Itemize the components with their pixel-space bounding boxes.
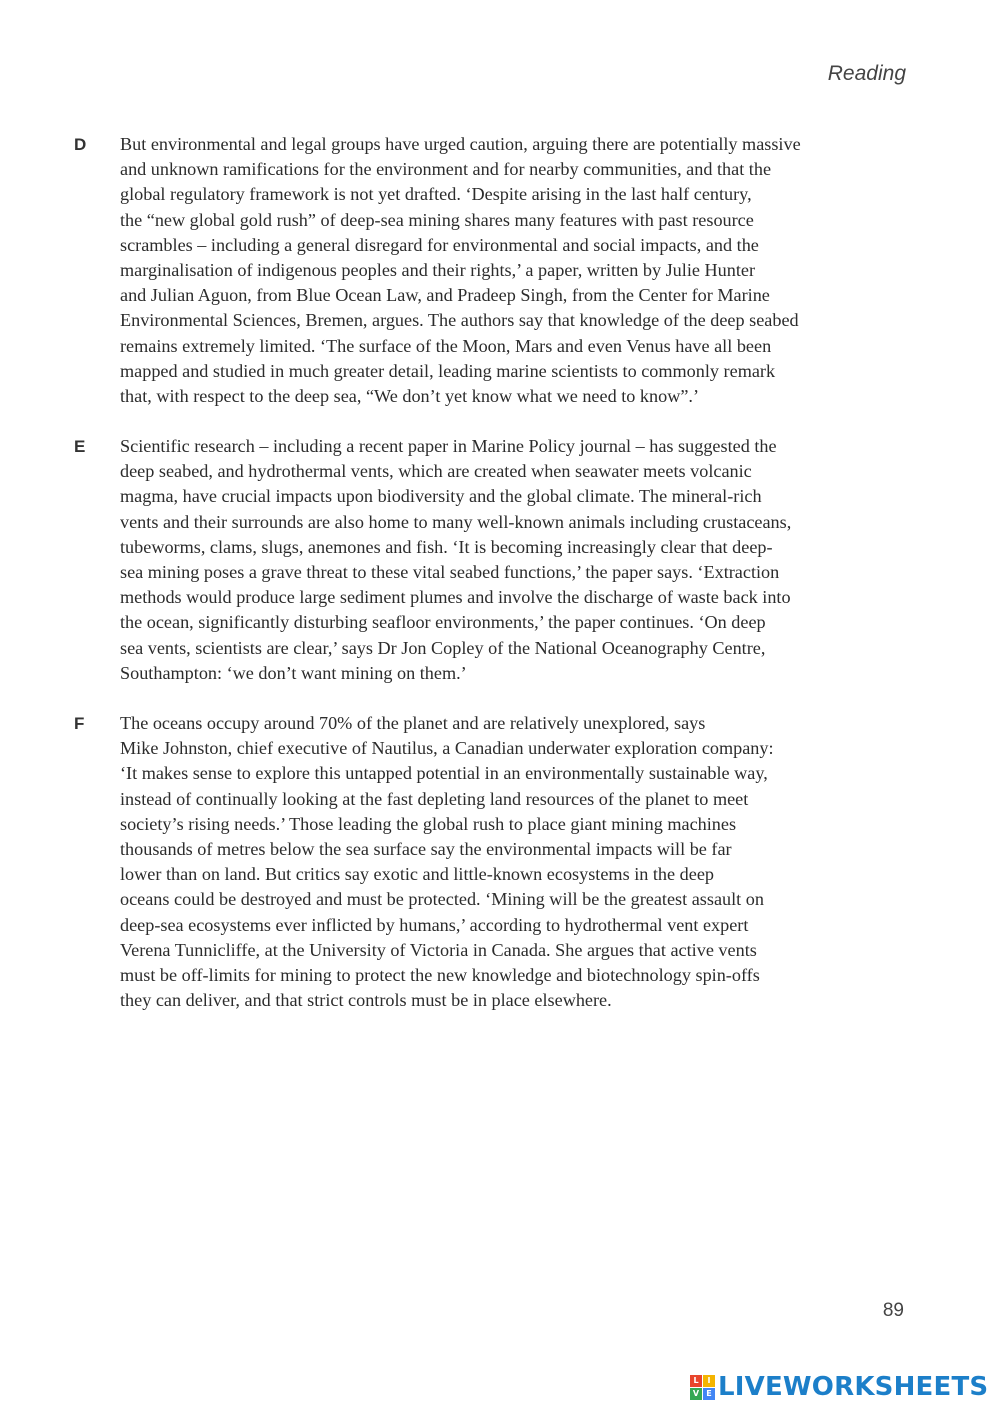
text-line: the “new global gold rush” of deep-sea mining shares many features with past resource	[120, 209, 754, 230]
text-line: magma, have crucial impacts upon biodiversity and the global climate. The mineral-rich	[120, 486, 762, 507]
running-header: Reading	[827, 62, 906, 85]
text-line: the ocean, significantly disturbing seafloor environments,’ the paper continues. ‘On deep	[120, 612, 766, 633]
text-line: must be off-limits for mining to protect the new knowledge and biotechnology spin-offs	[120, 965, 760, 986]
section-paragraph	[120, 434, 920, 686]
text-line: instead of continually looking at the fast depleting land resources of the planet to meet	[120, 788, 749, 809]
text-line: remains extremely limited. ‘The surface of the Moon, Mars and even Venus have all been	[120, 335, 772, 356]
section-paragraph	[120, 711, 920, 1013]
logo-tile: I	[703, 1375, 715, 1387]
text-line: lower than on land. But critics say exotic and little-known ecosystems in the deep	[120, 864, 714, 885]
text-line: deep seabed, and hydrothermal vents, which are created when seawater meets volcanic	[120, 461, 752, 482]
page-number: 89	[882, 1300, 904, 1321]
text-line: Verena Tunnicliffe, at the University of Victoria in Canada. She argues that active vents	[120, 939, 757, 960]
text-line: methods would produce large sediment plumes and involve the discharge of waste back into	[120, 587, 791, 608]
text-line: mapped and studied in much greater detail, leading marine scientists to commonly remark	[120, 360, 776, 381]
text-line: thousands of metres below the sea surface say the environmental impacts will be far	[120, 839, 732, 860]
text-line: tubeworms, clams, slugs, anemones and fish. ‘It is becoming increasingly clear that deep-	[120, 536, 773, 557]
logo-tile: E	[703, 1388, 715, 1400]
text-line: they can deliver, and that strict controls must be in place elsewhere.	[120, 990, 612, 1011]
section-paragraph	[120, 132, 920, 409]
text-line: Mike Johnston, chief executive of Nautilus, a Canadian underwater exploration company:	[120, 738, 774, 759]
text-line: oceans could be destroyed and must be protected. ‘Mining will be the greatest assault on	[120, 889, 764, 910]
text-line: deep-sea ecosystems ever inflicted by humans,’ according to hydrothermal vent expert	[120, 914, 749, 935]
section-letter: F	[74, 714, 85, 733]
text-line: Environmental Sciences, Bremen, argues. The authors say that knowledge of the deep seabed	[120, 310, 799, 331]
text-line: ‘It makes sense to explore this untapped potential in an environmentally sustainable way,	[120, 763, 768, 784]
text-line: The oceans occupy around 70% of the planet and are relatively unexplored, says	[120, 713, 706, 733]
liveworksheets-logo[interactable]	[690, 1372, 988, 1402]
text-line: scrambles – including a general disregard for environmental and social impacts, and the	[120, 234, 759, 255]
text-line: sea mining poses a grave threat to these vital seabed functions,’ the paper says. ‘Extraction	[120, 562, 780, 583]
text-line: global regulatory framework is not yet drafted. ‘Despite arising in the last half century,	[120, 184, 752, 205]
text-line: But environmental and legal groups have urged caution, arguing there are potentially massive	[120, 134, 801, 154]
text-line: vents and their surrounds are also home to many well-known animals including crustaceans,	[120, 511, 792, 532]
text-line: sea vents, scientists are clear,’ says Dr Jon Copley of the National Oceanography Centre,	[120, 637, 766, 658]
text-line: Scientific research – including a recent paper in Marine Policy journal – has suggested the	[120, 436, 777, 456]
text-line: and Julian Aguon, from Blue Ocean Law, and Pradeep Singh, from the Center for Marine	[120, 285, 770, 306]
text-line: that, with respect to the deep sea, “We don’t yet know what we need to know”.’	[120, 386, 700, 407]
logo-tile: L	[690, 1375, 702, 1387]
liveworksheets-logo-icon	[690, 1375, 715, 1400]
text-line: and unknown ramifications for the environment and for nearby communities, and that the	[120, 159, 772, 180]
section-letter: E	[74, 437, 86, 456]
section-letter: D	[74, 135, 87, 154]
text-line: Southampton: ‘we don’t want mining on them.’	[120, 662, 467, 683]
text-line: society’s rising needs.’ Those leading the global rush to place giant mining machines	[120, 813, 737, 834]
liveworksheets-logo-text: LIVEWORKSHEETS	[718, 1372, 989, 1402]
text-line: marginalisation of indigenous peoples and their rights,’ a paper, written by Julie Hunter	[120, 260, 756, 281]
logo-tile: V	[690, 1388, 702, 1400]
